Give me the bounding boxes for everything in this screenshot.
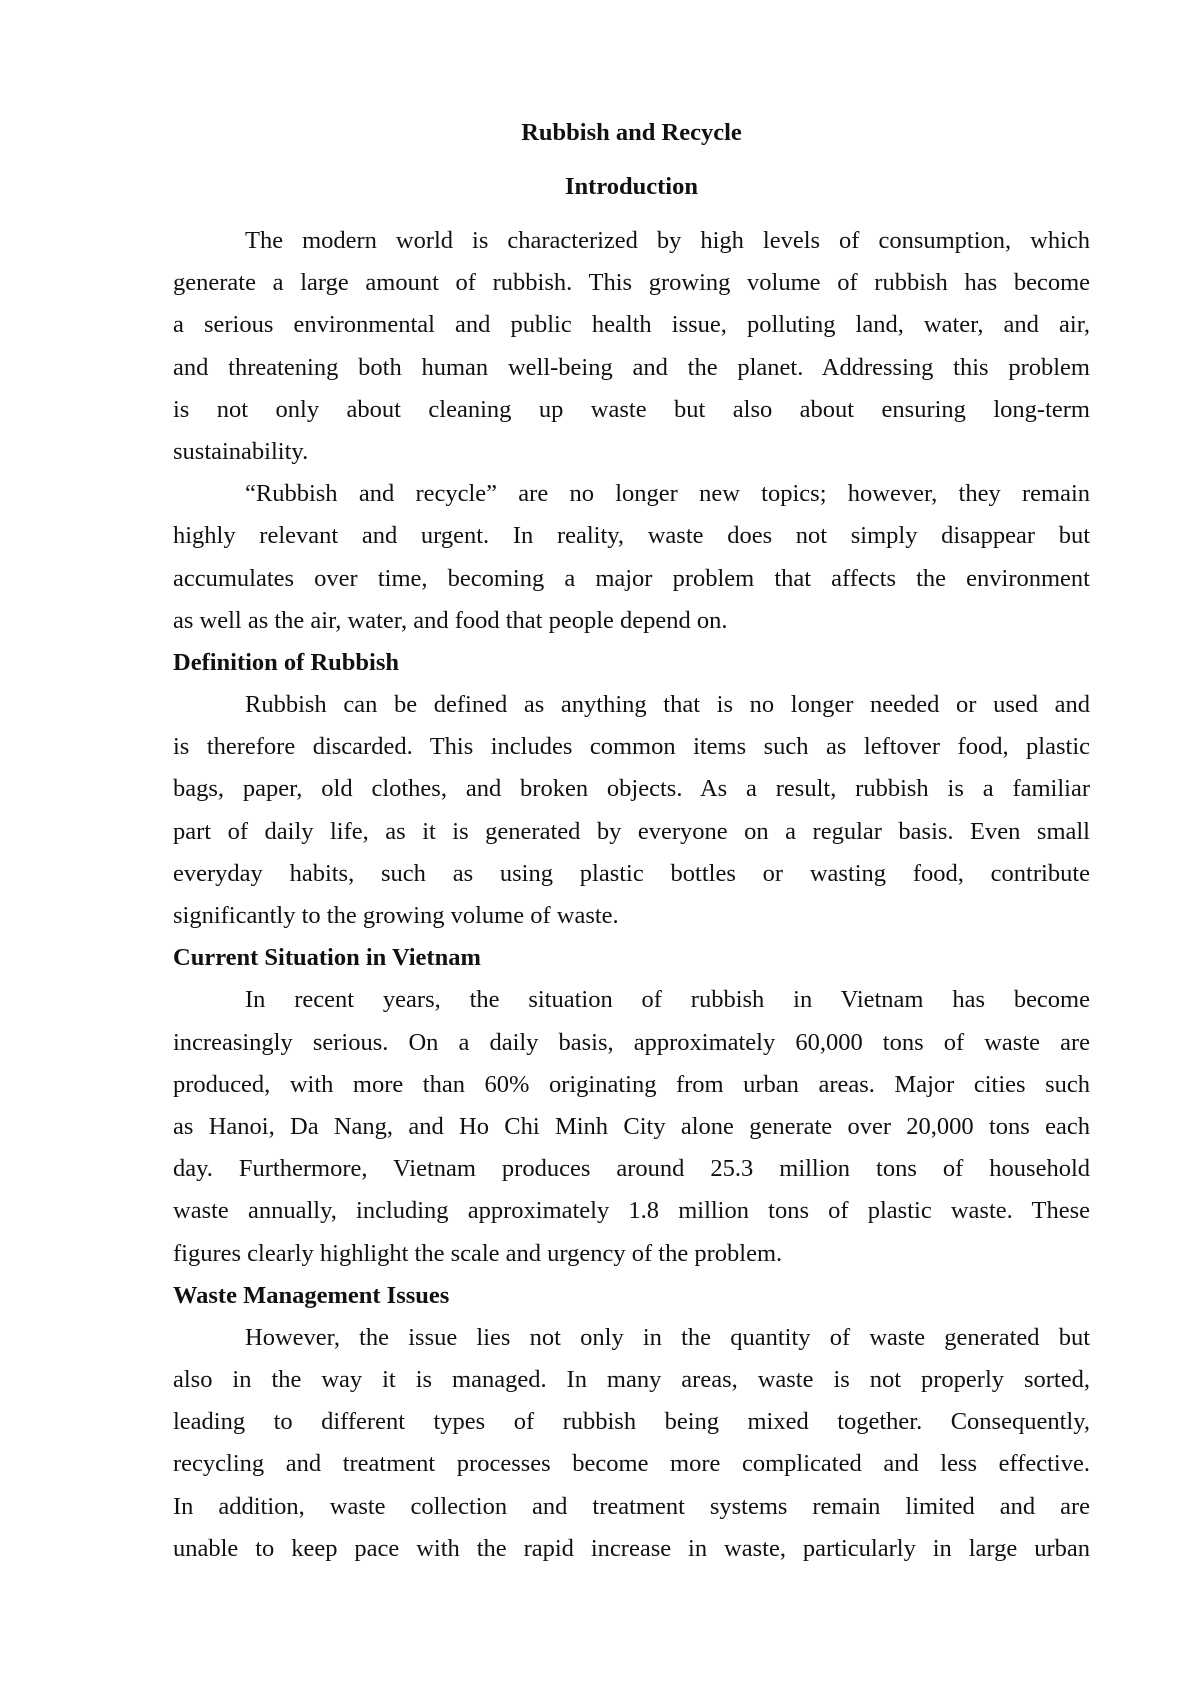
section-heading: Current Situation in Vietnam — [173, 944, 481, 972]
text-line: highly relevant and urgent. In reality, waste does not simply disappear but — [173, 522, 1090, 550]
text-line: part of daily life, as it is generated by everyone on a regular basis. Even small — [173, 817, 1090, 845]
text-line: In addition, waste collection and treatment systems remain limited and are — [173, 1492, 1090, 1520]
paragraph — [173, 473, 1090, 642]
text-line: sustainability. — [173, 437, 309, 465]
text-line: generate a large amount of rubbish. This growing volume of rubbish has become — [173, 269, 1090, 297]
text-line: bags, paper, old clothes, and broken objects. As a result, rubbish is a familiar — [173, 775, 1090, 803]
text-line: Rubbish can be defined as anything that is no longer needed or used and — [245, 691, 1090, 719]
text-line: is not only about cleaning up waste but also about ensuring long-term — [173, 395, 1090, 423]
text-line: However, the issue lies not only in the quantity of waste generated but — [245, 1323, 1090, 1351]
text-line: In recent years, the situation of rubbish in Vietnam has become — [245, 986, 1090, 1014]
text-line: accumulates over time, becoming a major problem that affects the environment — [173, 564, 1090, 592]
document-page — [173, 112, 1090, 1570]
text-line: The modern world is characterized by high levels of consumption, which — [245, 227, 1090, 254]
text-line: produced, with more than 60% originating from urban areas. Major cities such — [173, 1070, 1090, 1098]
section-heading: Definition of Rubbish — [173, 648, 400, 676]
text-line: significantly to the growing volume of waste. — [173, 902, 619, 929]
text-line: figures clearly highlight the scale and urgency of the problem. — [173, 1239, 783, 1267]
text-line: waste annually, including approximately 1.8 million tons of plastic waste. These — [173, 1197, 1090, 1225]
text-line: a serious environmental and public health issue, polluting land, water, and air, — [173, 311, 1090, 339]
text-line: increasingly serious. On a daily basis, approximately 60,000 tons of waste are — [173, 1028, 1090, 1056]
section-title-introduction: Introduction — [565, 173, 698, 200]
text-line: recycling and treatment processes become more complicated and less effective. — [173, 1450, 1090, 1478]
text-line: day. Furthermore, Vietnam produces around 25.3 million tons of household — [173, 1155, 1090, 1183]
text-line: as Hanoi, Da Nang, and Ho Chi Minh City alone generate over 20,000 tons each — [173, 1112, 1090, 1140]
text-line: also in the way it is managed. In many areas, waste is not properly sorted, — [173, 1366, 1090, 1394]
text-line: unable to keep pace with the rapid increase in waste, particularly in large urban — [173, 1534, 1090, 1562]
text-line: is therefore discarded. This includes common items such as leftover food, plastic — [173, 733, 1090, 761]
text-line: leading to different types of rubbish being mixed together. Consequently, — [173, 1408, 1090, 1436]
section-heading: Waste Management Issues — [173, 1281, 450, 1309]
paragraph — [173, 220, 1090, 473]
document-title: Rubbish and Recycle — [521, 119, 742, 146]
text-line: “Rubbish and recycle” are no longer new topics; however, they remain — [245, 480, 1090, 508]
paragraph — [173, 979, 1090, 1274]
paragraph — [173, 1317, 1090, 1570]
text-line: and threatening both human well-being and the planet. Addressing this problem — [173, 353, 1090, 381]
text-line: everyday habits, such as using plastic bottles or wasting food, contribute — [173, 859, 1090, 887]
text-line: as well as the air, water, and food that people depend on. — [173, 606, 728, 634]
paragraph — [173, 684, 1090, 937]
